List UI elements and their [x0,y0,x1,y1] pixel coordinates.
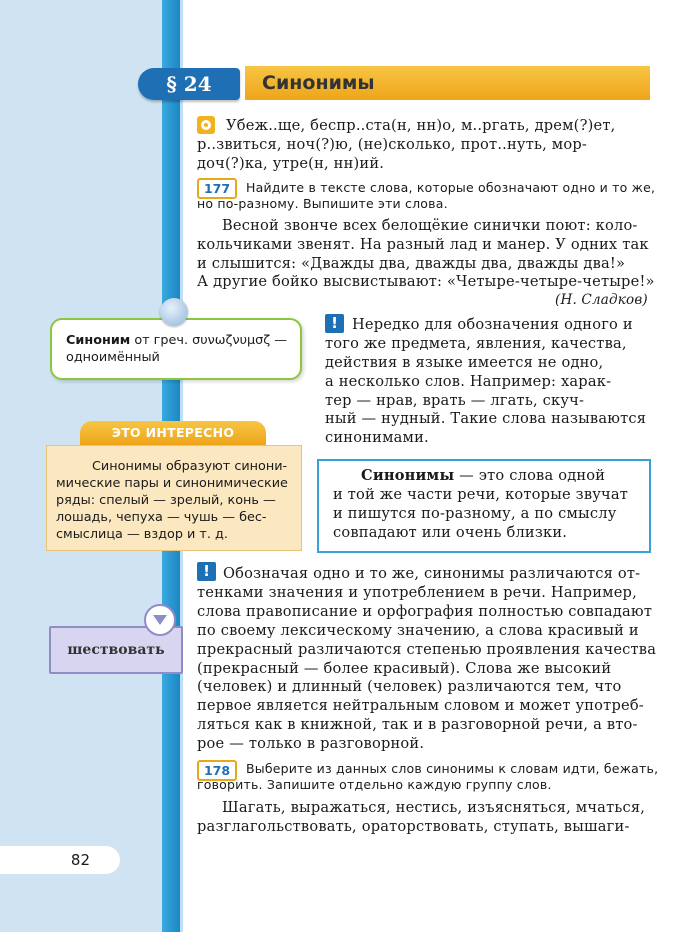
task-line: говорить. Запишите отдельно каждую группу слов. [197,777,552,792]
exercise-number: 177 [197,178,237,199]
rule-line: Нередко для обозначения одного и [352,316,633,333]
chevron-down-icon [144,604,176,636]
author: (Н. Сладков) [555,292,648,308]
exclamation-icon: ! [197,562,216,581]
text-line: кольчиками звенят. На разный лад и манер. У одних так [197,236,649,253]
definition-line: и пишутся по-разному, а по смыслу [333,505,617,522]
text-line: Весной звонче всех белощёкие синички поют: коло- [222,217,638,234]
rule-line: синонимами. [325,429,429,446]
paragraph-badge: § 24 [138,68,240,100]
definition-line: совпадают или очень близки. [333,524,568,541]
exercise-number: 178 [197,760,237,781]
term-box [50,318,302,380]
rule2-line: ляться как в книжной, так и в разговорной речи, а вто- [197,716,638,733]
task-line: Найдите в тексте слова, которые обозначают одно и то же, [246,180,656,195]
rule2-line: прекрасный различаются степенью проявления качества [197,641,657,658]
interesting-line: смыслица — вздор и т. д. [56,527,228,542]
target-icon [197,116,215,134]
task-line: Выберите из данных слов синонимы к словам идти, бежать, [246,761,659,776]
text-line: А другие бойко высвистывают: «Четыре-четыре-четыре!» [197,273,655,290]
definition-line: Синонимы — это слова одной [361,467,606,484]
rule2-line: (прекрасный — более красивый). Слова же высокий [197,660,612,677]
pin-icon [160,298,188,326]
rule-line: того же предмета, явления, качества, [325,335,627,352]
word-card: шествовать [49,626,183,674]
exclamation-icon: ! [325,314,344,333]
text-line: и слышится: «Дважды два, дважды два, дважды два!» [197,255,626,272]
interesting-tab: ЭТО ИНТЕРЕСНО [80,421,266,445]
text-line: разглагольствовать, ораторствовать, ступать, вышаги- [197,818,630,835]
task-line: но по-разному. Выпишите эти слова. [197,196,448,211]
rule2-line: (человек) и длинный (человек) различаются тем, что [197,678,622,695]
interesting-line: мические пары и синонимические [56,476,288,491]
interesting-line: ряды: спелый — зрелый, конь — [56,493,276,508]
rule2-line: Обозначая одно и то же, синонимы различаются от- [223,565,641,582]
rule-line: действия в языке имеется не одно, [325,354,604,371]
section-title: Синонимы [262,72,375,94]
intro-line: р..звиться, ноч(?)ю, (не)сколько, прот..нуть, мор- [197,136,588,153]
page-number: 82 [0,846,120,874]
intro-line: доч(?)ка, утре(н, нн)ий. [197,155,385,172]
rule2-line: тенками значения и употреблением в речи. Например, [197,584,637,601]
interesting-line: Синонимы образуют синони- [92,459,288,474]
rule-line: а несколько слов. Например: харак- [325,373,612,390]
text-line: Шагать, выражаться, нестись, изъясняться, мчаться, [222,799,646,816]
term-line: Синоним от греч. συνωζνυμσζ — [66,333,288,348]
definition-line: и той же части речи, которые звучат [333,486,629,503]
rule2-line: первое является нейтральным словом и может употреб- [197,697,644,714]
interesting-line: лошадь, чепуха — чушь — бес- [56,510,267,525]
rule-line: тер — нрав, врать — лгать, скуч- [325,392,585,409]
rule2-line: по своему лексическому значению, а слова красивый и [197,622,639,639]
term-meaning: одноимённый [66,350,160,365]
rule-line: ный — нудный. Такие слова называются [325,410,647,427]
rule2-line: рое — только в разговорной. [197,735,425,752]
intro-line: Убеж..ще, беспр..ста(н, нн)о, м..ргать, дрем(?)ет, [226,117,616,134]
rule2-line: слова правописание и орфография полностью совпадают [197,603,653,620]
